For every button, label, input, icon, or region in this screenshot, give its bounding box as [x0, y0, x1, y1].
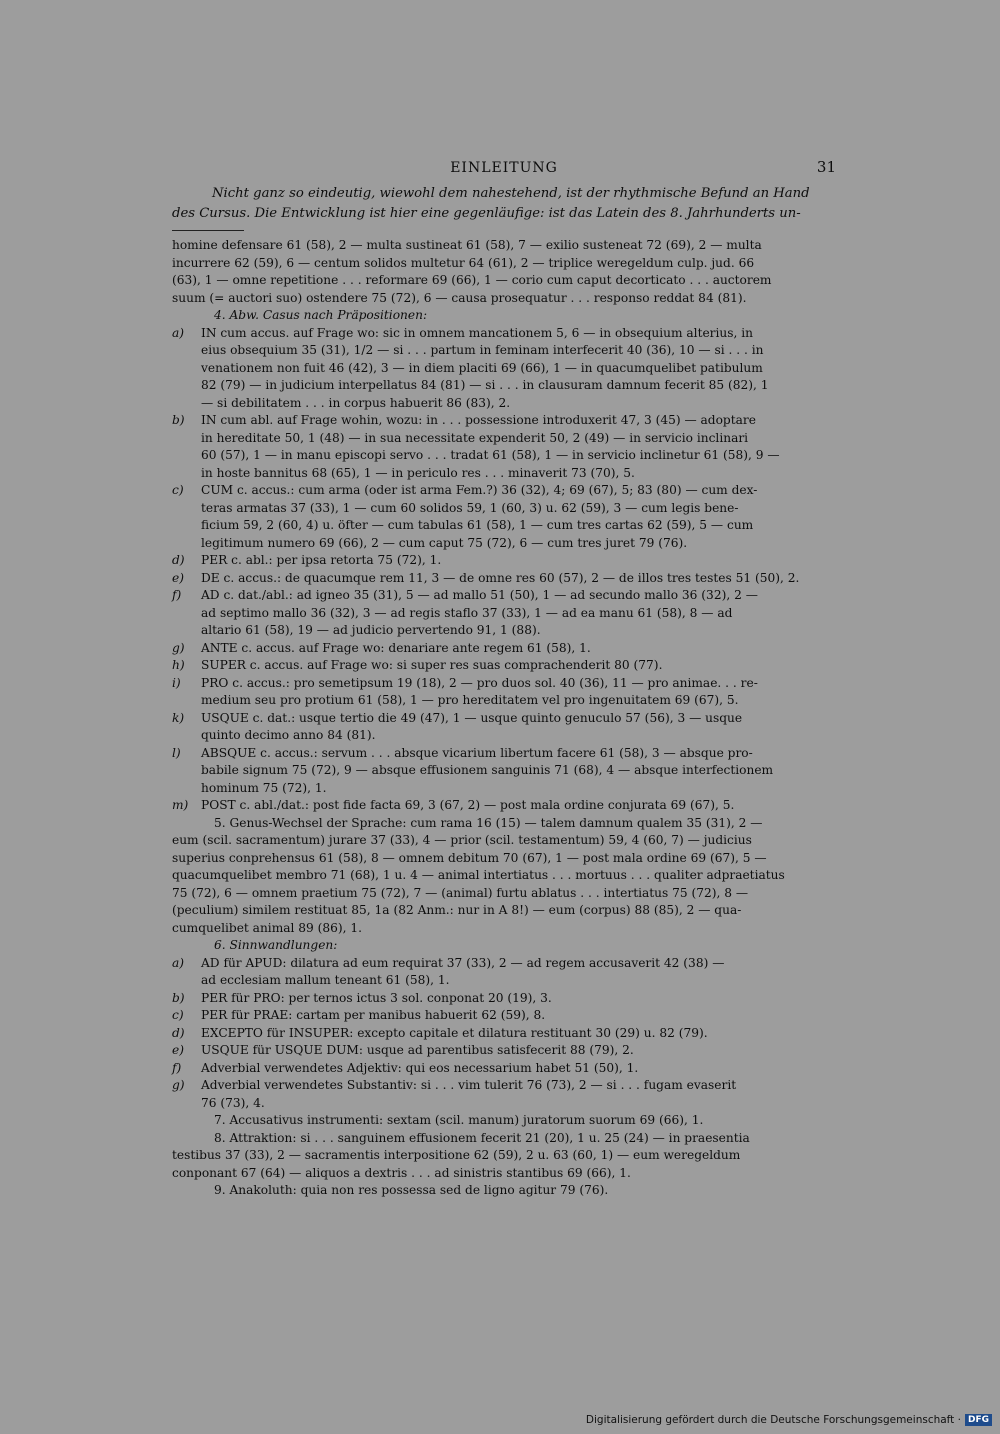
list-item [172, 657, 836, 675]
item-label: b) [172, 413, 185, 427]
text-line: conponant 67 (64) — aliquos a dextris . . . ad sinistris stantibus 69 (66), 1. [172, 1165, 631, 1180]
book-page [172, 152, 836, 1200]
item-label: h) [172, 658, 185, 672]
list-item [172, 990, 836, 1008]
running-title: EINLEITUNG [450, 160, 558, 176]
item-line: AD für APUD: dilatura ad eum requirat 37 (33), 2 — ad regem accusaverit 42 (38) — [201, 955, 725, 970]
item-line: babile signum 75 (72), 9 — absque effusionem sanguinis 71 (68), 4 — absque interfectionem [201, 763, 774, 777]
item-line: IN cum abl. auf Frage wohin, wozu: in . . . possessione introduxerit 47, 3 (45) — adoptare [201, 413, 756, 427]
item-line: ABSQUE c. accus.: servum . . . absque vicarium libertum facere 61 (58), 3 — absque pro- [201, 745, 753, 760]
list-item [172, 570, 836, 588]
list-item [172, 412, 836, 482]
list-item [172, 675, 836, 710]
item-label: e) [172, 1043, 184, 1057]
item-line: Adverbial verwendetes Adjektiv: qui eos necessarium habet 51 (50), 1. [201, 1060, 639, 1075]
item-label: c) [172, 1008, 184, 1022]
dfg-logo: DFG [965, 1414, 992, 1426]
list-item [172, 640, 836, 658]
digitization-footer [586, 1414, 992, 1426]
footer-text: Digitalisierung gefördert durch die Deutsche Forschungsgemeinschaft · [585, 1414, 961, 1426]
text-line: 75 (72), 6 — omnem praetium 75 (72), 7 — (animal) furtu ablatus . . . intertiatus 75 (72), 8 — [172, 885, 749, 900]
item-line: eius obsequium 35 (31), 1/2 — si . . . partum in feminam interfecerit 40 (36), 10 — si . . . in [201, 343, 764, 357]
footnote-rule [172, 230, 244, 231]
list-item [172, 955, 836, 990]
text-line: quacumquelibet membro 71 (68), 1 u. 4 — animal intertiatus . . . mortuus . . . qualiter adpraetiatus [172, 868, 785, 882]
text-line: incurrere 62 (59), 6 — centum solidos multetur 64 (61), 2 — triplice weregeldum culp. jud. 66 [172, 255, 755, 270]
intro-line: Nicht ganz so eindeutig, wiewohl dem nahestehend, ist der rhythmische Befund an Hand [212, 186, 810, 201]
item-line: EXCEPTO für INSUPER: excepto capitale et dilatura restituant 30 (29) u. 82 (79). [201, 1025, 708, 1040]
lead-paragraph [172, 237, 836, 307]
list-item [172, 325, 836, 413]
list-item [172, 587, 836, 640]
section-heading: 6. Sinnwandlungen: [214, 938, 338, 952]
item-label: g) [172, 640, 185, 655]
item-line: POST c. abl./dat.: post fide facta 69, 3 (67, 2) — post mala ordine conjurata 69 (67), 5. [201, 798, 735, 812]
item-line: legitimum numero 69 (66), 2 — cum caput 75 (72), 6 — cum tres juret 79 (76). [201, 535, 688, 550]
item-label: a) [172, 325, 185, 340]
item-label: c) [172, 483, 184, 497]
item-line: ANTE c. accus. auf Frage wo: denariare ante regem 61 (58), 1. [201, 640, 591, 655]
text-line: cumquelibet animal 89 (86), 1. [172, 920, 363, 935]
item-line: venationem non fuit 46 (42), 3 — in diem placiti 69 (66), 1 — in quacumquelibet patibulum [201, 360, 763, 375]
section-9: 9. Anakoluth: quia non res possessa sed de ligno agitur 79 (76). [214, 1183, 609, 1197]
text-line: 8. Attraktion: si . . . sanguinem effusionem fecerit 21 (20), 1 u. 25 (24) — in praesentia [214, 1130, 750, 1145]
item-line: hominum 75 (72), 1. [201, 780, 327, 795]
item-label: d) [172, 1025, 185, 1040]
section-5 [172, 815, 836, 938]
text-line: (63), 1 — omne repetitione . . . reformare 69 (66), 1 — corio cum caput decorticato . . . auctorem [172, 273, 772, 287]
item-line: in hereditate 50, 1 (48) — in sua necessitate expenderit 50, 2 (49) — in servicio inclinari [201, 430, 749, 445]
section-heading: 4. Abw. Casus nach Präpositionen: [214, 308, 428, 322]
section-6-list [172, 955, 836, 1113]
list-item [172, 797, 836, 815]
section-4-list [172, 325, 836, 815]
item-label: g) [172, 1078, 185, 1092]
item-line: medium seu pro protium 61 (58), 1 — pro hereditatem vel pro ingenuitatem 69 (67), 5. [201, 693, 739, 707]
item-line: USQUE für USQUE DUM: usque ad parentibus satisfecerit 88 (79), 2. [201, 1043, 634, 1057]
text-line: suum (= auctori suo) ostendere 75 (72), 6 — causa prosequatur . . . responso reddat 84 (81). [172, 290, 747, 305]
intro-line: des Cursus. Die Entwicklung ist hier eine gegenläufige: ist das Latein des 8. Jahrhunderts un- [172, 206, 801, 221]
item-label: i) [172, 675, 181, 690]
item-label: e) [172, 570, 184, 585]
list-item [172, 710, 836, 745]
text-line: testibus 37 (33), 2 — sacramentis interpositione 62 (59), 2 u. 63 (60, 1) — eum weregeldum [172, 1148, 741, 1162]
page-number: 31 [816, 158, 836, 176]
list-item [172, 1025, 836, 1043]
item-line: — si debilitatem . . . in corpus habuerit 86 (83), 2. [201, 395, 511, 410]
item-line: PER c. abl.: per ipsa retorta 75 (72), 1. [201, 553, 442, 567]
item-line: CUM c. accus.: cum arma (oder ist arma Fem.?) 36 (32), 4; 69 (67), 5; 83 (80) — cum dex- [201, 483, 758, 497]
item-label: k) [172, 710, 185, 725]
item-label: d) [172, 553, 185, 567]
item-line: SUPER c. accus. auf Frage wo: si super res suas comprachenderit 80 (77). [201, 658, 663, 672]
item-line: 60 (57), 1 — in manu episcopi servo . . . tradat 61 (58), 1 — in servicio inclinetur 61 (58), 9 — [201, 448, 780, 462]
list-item [172, 745, 836, 798]
item-line: Adverbial verwendetes Substantiv: si . . . vim tulerit 76 (73), 2 — si . . . fugam evaserit [201, 1078, 737, 1092]
item-line: IN cum accus. auf Frage wo: sic in omnem mancationem 5, 6 — in obsequium alterius, in [201, 325, 754, 340]
item-line: ad septimo mallo 36 (32), 3 — ad regis staflo 37 (33), 1 — ad ea manu 61 (58), 8 — ad [201, 605, 733, 620]
item-label: m) [172, 798, 189, 812]
list-item [172, 482, 836, 552]
page-header [172, 152, 836, 184]
list-item [172, 1007, 836, 1025]
item-line: altario 61 (58), 19 — ad judicio pervertendo 91, 1 (88). [201, 623, 541, 637]
item-line: teras armatas 37 (33), 1 — cum 60 solidos 59, 1 (60, 3) u. 62 (59), 3 — cum legis bene- [201, 500, 739, 515]
item-line: USQUE c. dat.: usque tertio die 49 (47), 1 — usque quinto genuculo 57 (56), 3 — usque [201, 710, 743, 725]
list-item [172, 552, 836, 570]
item-line: ficium 59, 2 (60, 4) u. öfter — cum tabulas 61 (58), 1 — cum tres cartas 62 (59), 5 — cum [201, 518, 754, 532]
item-label: a) [172, 955, 185, 970]
text-line: (peculium) similem restituat 85, 1a (82 Anm.: nur in A 8!) — eum (corpus) 88 (85), 2 — qua- [172, 903, 742, 917]
text-line: eum (scil. sacramentum) jurare 37 (33), 4 — prior (scil. testamentum) 59, 4 (60, 7) — judicius [172, 833, 752, 847]
item-line: AD c. dat./abl.: ad igneo 35 (31), 5 — ad mallo 51 (50), 1 — ad secundo mallo 36 (32), 2 — [201, 588, 758, 602]
item-line: 76 (73), 4. [201, 1095, 265, 1110]
item-label: f) [172, 588, 182, 602]
item-line: quinto decimo anno 84 (81). [201, 728, 376, 742]
section-8 [172, 1130, 836, 1183]
item-line: PER für PRAE: cartam per manibus habuerit 62 (59), 8. [201, 1008, 546, 1022]
intro-paragraph [172, 184, 836, 224]
text-line: 5. Genus-Wechsel der Sprache: cum rama 16 (15) — talem damnum qualem 35 (31), 2 — [214, 815, 763, 830]
item-label: l) [172, 745, 181, 760]
item-line: DE c. accus.: de quacumque rem 11, 3 — de omne res 60 (57), 2 — de illos tres testes 51 (50), 2. [201, 570, 800, 585]
footnote-block [172, 237, 836, 1200]
section-7: 7. Accusativus instrumenti: sextam (scil. manum) juratorum suorum 69 (66), 1. [214, 1113, 704, 1127]
item-line: PRO c. accus.: pro semetipsum 19 (18), 2 — pro duos sol. 40 (36), 11 — pro animae. . . re- [201, 675, 758, 690]
item-line: PER für PRO: per ternos ictus 3 sol. conponat 20 (19), 3. [201, 990, 552, 1005]
item-label: f) [172, 1060, 182, 1075]
item-line: in hoste bannitus 68 (65), 1 — in periculo res . . . minaverit 73 (70), 5. [201, 465, 635, 480]
item-line: ad ecclesiam mallum teneant 61 (58), 1. [201, 973, 450, 987]
item-label: b) [172, 990, 185, 1005]
text-line: homine defensare 61 (58), 2 — multa sustineat 61 (58), 7 — exilio susteneat 72 (69), 2 — multa [172, 238, 762, 252]
item-line: 82 (79) — in judicium interpellatus 84 (81) — si . . . in clausuram damnum fecerit 85 (82), 1 [201, 378, 769, 392]
text-line: superius conprehensus 61 (58), 8 — omnem debitum 70 (67), 1 — post mala ordine 69 (67), 5 — [172, 850, 767, 865]
list-item [172, 1077, 836, 1112]
list-item [172, 1060, 836, 1078]
list-item [172, 1042, 836, 1060]
